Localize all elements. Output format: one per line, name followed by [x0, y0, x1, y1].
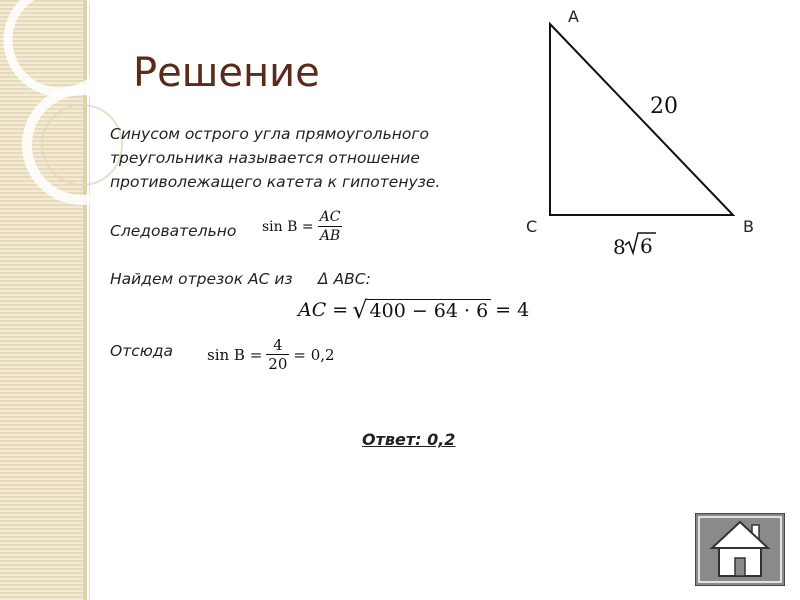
find-segment-label: Найдем отрезок АС из: [110, 270, 293, 288]
hence-label: Отсюда: [110, 342, 174, 360]
vertex-a-label: A: [568, 7, 579, 26]
formula-lhs: sin B =: [262, 218, 314, 235]
formula-result: = 4: [495, 299, 530, 321]
answer-text: Ответ: 0,2: [362, 430, 456, 449]
home-button[interactable]: [695, 513, 785, 586]
therefore-label: Следовательно: [110, 222, 237, 240]
ac-formula: [298, 296, 529, 324]
formula-fraction: [266, 336, 289, 373]
radical-sign: √: [352, 296, 368, 324]
leg-coefficient: 8: [613, 235, 626, 259]
fraction-numerator: AC: [319, 209, 341, 225]
definition-text: [110, 122, 510, 194]
formula-result: = 0,2: [293, 345, 335, 364]
sin-b-ratio-formula: [262, 208, 342, 245]
triangle-abc: [550, 24, 733, 215]
fraction-denominator: AB: [319, 228, 341, 244]
fraction-denominator: 20: [268, 355, 288, 373]
hypotenuse-label: 20: [650, 94, 678, 119]
definition-line: треугольника называется отношение: [110, 149, 420, 167]
definition-line: противолежащего катета к гипотенузе.: [110, 173, 441, 191]
fraction-numerator: 4: [273, 336, 283, 354]
formula-fraction: [318, 208, 343, 245]
sin-b-value-formula: [207, 336, 335, 373]
formula-lhs: AC =: [298, 299, 349, 321]
home-icon: [695, 513, 785, 586]
formula-radicand: 400 − 64 · 6: [367, 299, 492, 322]
leg-radicand: 6: [640, 234, 653, 258]
definition-line: Синусом острого угла прямоугольного: [110, 125, 429, 143]
vertex-b-label: B: [743, 217, 754, 236]
triangle-reference: Δ АВС:: [318, 270, 371, 288]
slide-title: Решение: [133, 50, 320, 96]
vertex-c-label: C: [526, 217, 538, 236]
formula-lhs: sin B =: [207, 345, 263, 364]
leg-cb-label: [613, 233, 656, 259]
triangle-diagram: [500, 0, 800, 270]
